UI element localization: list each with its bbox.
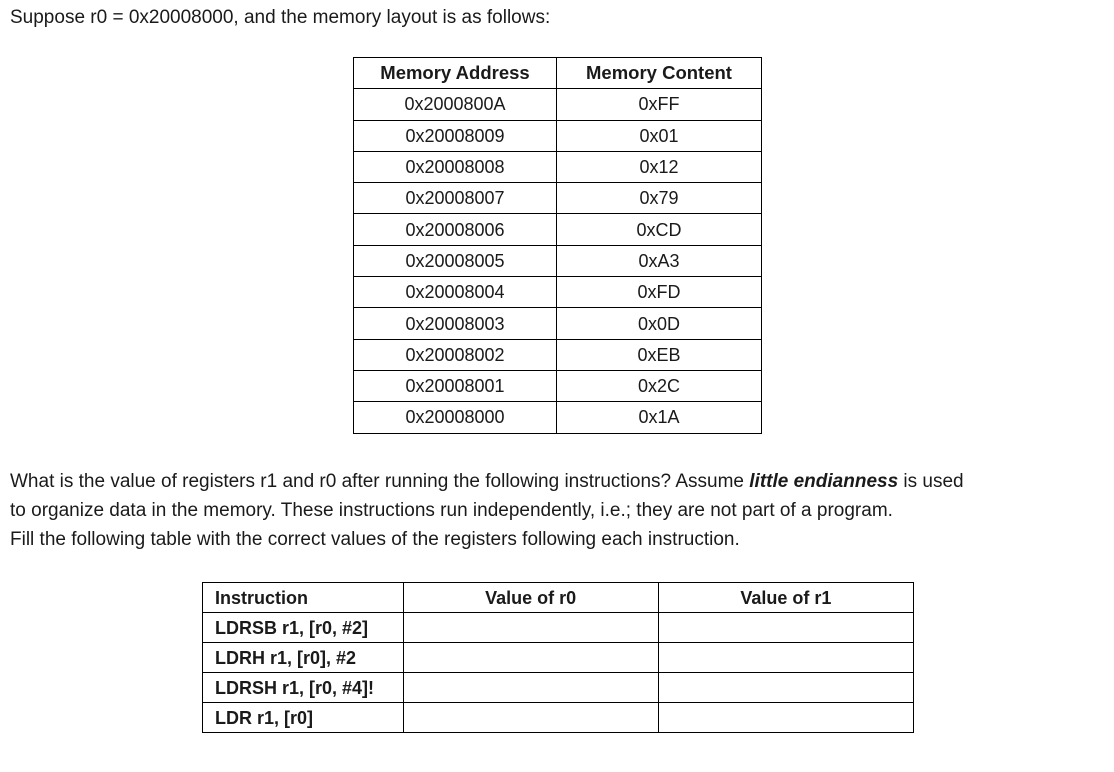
- memory-content-cell: 0x1A: [557, 402, 762, 433]
- question-line-2: to organize data in the memory. These instructions run independently, i.e.; they are not part of a program.: [10, 500, 893, 521]
- table-row: [354, 120, 762, 151]
- memory-address-cell: 0x20008001: [354, 370, 557, 401]
- value-of-r1-header: Value of r1: [658, 583, 913, 613]
- question-text: [10, 467, 1110, 554]
- r1-value-cell[interactable]: [658, 673, 913, 703]
- instruction-cell: LDR r1, [r0]: [203, 703, 404, 733]
- instruction-table: [202, 582, 914, 733]
- memory-content-cell: 0xFD: [557, 277, 762, 308]
- instruction-cell: LDRH r1, [r0], #2: [203, 643, 404, 673]
- r0-value-cell[interactable]: [403, 643, 658, 673]
- memory-content-cell: 0xA3: [557, 245, 762, 276]
- memory-address-cell: 0x20008009: [354, 120, 557, 151]
- table-row: [354, 277, 762, 308]
- memory-content-cell: 0x79: [557, 183, 762, 214]
- value-of-r0-header: Value of r0: [403, 583, 658, 613]
- intro-text: Suppose r0 = 0x20008000, and the memory layout is as follows:: [10, 7, 551, 28]
- question-line-1: [10, 467, 1110, 496]
- memory-address-header: Memory Address: [354, 58, 557, 89]
- r1-value-cell[interactable]: [658, 703, 913, 733]
- memory-address-cell: 0x20008000: [354, 402, 557, 433]
- memory-content-cell: 0xEB: [557, 339, 762, 370]
- table-row: [203, 703, 914, 733]
- memory-address-cell: 0x20008006: [354, 214, 557, 245]
- question-line-3: Fill the following table with the correct values of the registers following each instruction.: [10, 529, 740, 550]
- table-row: [354, 214, 762, 245]
- table-row: [354, 370, 762, 401]
- table-row: [354, 89, 762, 120]
- little-endianness-emphasis: little endianness: [749, 471, 899, 492]
- instruction-table-header: [203, 583, 914, 613]
- table-row: [354, 245, 762, 276]
- memory-address-cell: 0x20008005: [354, 245, 557, 276]
- r0-value-cell[interactable]: [403, 673, 658, 703]
- memory-address-cell: 0x20008007: [354, 183, 557, 214]
- memory-address-cell: 0x20008004: [354, 277, 557, 308]
- table-row: [203, 643, 914, 673]
- memory-address-cell: 0x20008003: [354, 308, 557, 339]
- table-row: [354, 151, 762, 182]
- memory-address-cell: 0x20008002: [354, 339, 557, 370]
- memory-content-cell: 0x0D: [557, 308, 762, 339]
- instruction-header: Instruction: [203, 583, 404, 613]
- question-line-1-end: is used: [898, 471, 964, 492]
- table-row: [354, 308, 762, 339]
- question-line-1-start: What is the value of registers r1 and r0 after running the following instructions? Assume: [10, 471, 750, 492]
- memory-table: [353, 57, 762, 434]
- memory-content-cell: 0x12: [557, 151, 762, 182]
- memory-content-header: Memory Content: [557, 58, 762, 89]
- table-row: [203, 613, 914, 643]
- table-row: [354, 183, 762, 214]
- table-row: [354, 339, 762, 370]
- r1-value-cell[interactable]: [658, 643, 913, 673]
- memory-content-cell: 0xCD: [557, 214, 762, 245]
- table-row: [354, 402, 762, 433]
- r0-value-cell[interactable]: [403, 613, 658, 643]
- r1-value-cell[interactable]: [658, 613, 913, 643]
- r0-value-cell[interactable]: [403, 703, 658, 733]
- memory-content-cell: 0xFF: [557, 89, 762, 120]
- memory-content-cell: 0x2C: [557, 370, 762, 401]
- memory-content-cell: 0x01: [557, 120, 762, 151]
- table-row: [203, 673, 914, 703]
- memory-table-header: [354, 58, 762, 89]
- instruction-cell: LDRSB r1, [r0, #2]: [203, 613, 404, 643]
- memory-address-cell: 0x2000800A: [354, 89, 557, 120]
- memory-address-cell: 0x20008008: [354, 151, 557, 182]
- instruction-cell: LDRSH r1, [r0, #4]!: [203, 673, 404, 703]
